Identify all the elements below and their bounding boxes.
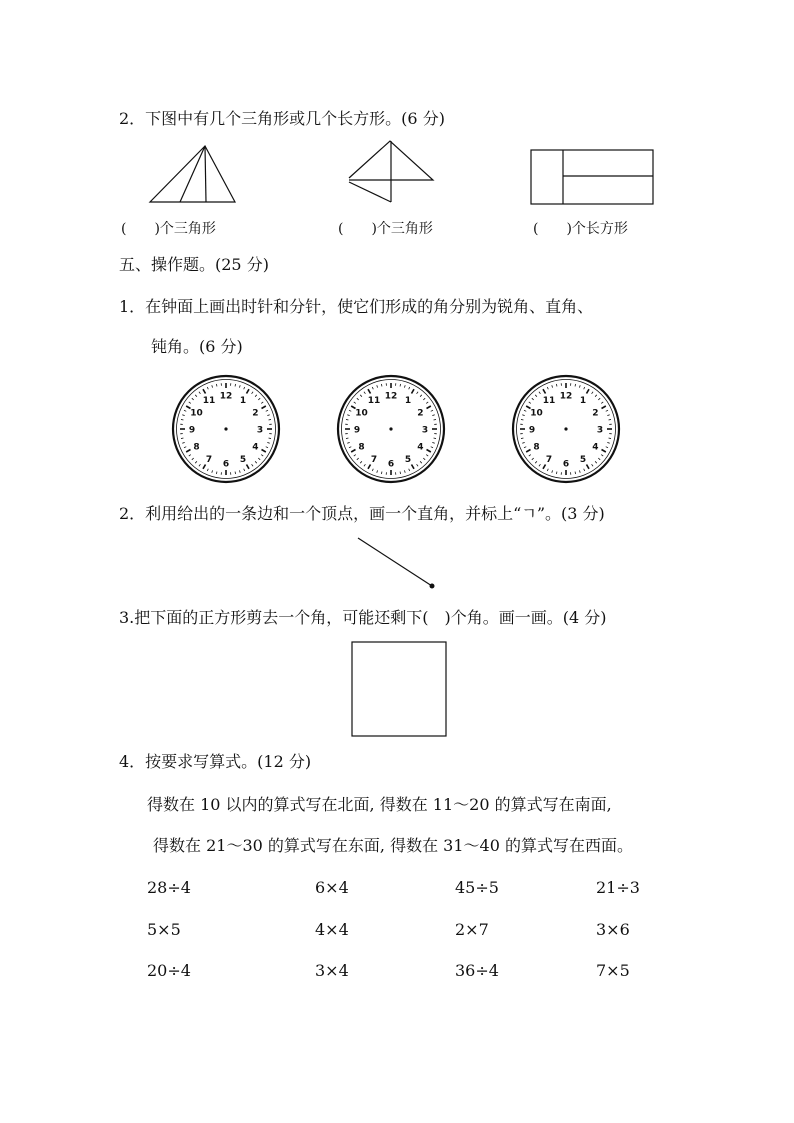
clock-tick <box>432 415 434 416</box>
clock-tick <box>592 392 593 394</box>
clock-tick <box>381 472 382 474</box>
clock-tick <box>349 447 351 448</box>
clock-tick <box>606 410 608 411</box>
clock-tick <box>216 472 217 474</box>
clock-tick <box>529 402 531 403</box>
clock-tick <box>579 385 580 387</box>
question-title: 1．在钟面上画出时针和分针，使它们形成的角分别为锐角、直角、 <box>119 297 594 316</box>
clock-tick <box>247 465 250 469</box>
square-figure <box>350 640 450 740</box>
question-title: 4．按要求写算式。(12 分) <box>119 752 312 771</box>
expression: 5×5 <box>147 920 181 939</box>
clock-face-1[interactable] <box>171 374 281 484</box>
clock-tick <box>522 442 524 443</box>
clock-tick <box>420 395 422 397</box>
triangle-figure-2 <box>349 141 433 202</box>
clock-number: 11 <box>542 396 556 407</box>
clock-tick <box>584 469 585 471</box>
clock-tick <box>532 458 534 460</box>
clock-tick <box>216 384 217 386</box>
clock-tick <box>262 450 266 453</box>
clock-tick <box>346 438 348 439</box>
clock-number: 12 <box>219 391 233 402</box>
clock-tick <box>182 415 184 416</box>
clock-tick <box>212 470 213 472</box>
clock-number: 2 <box>592 408 599 419</box>
clock-tick <box>404 470 405 472</box>
clock-tick <box>239 385 240 387</box>
clock-tick <box>607 442 609 443</box>
expression: 6×4 <box>315 878 349 897</box>
shapes-figure <box>0 0 794 240</box>
clock-tick <box>427 450 431 453</box>
clock-tick <box>244 387 245 389</box>
clock-tick <box>347 442 349 443</box>
clock-face-2[interactable] <box>336 374 446 484</box>
expression: 3×6 <box>596 920 630 939</box>
clock-tick <box>262 406 266 409</box>
clock-tick <box>522 415 524 416</box>
clock-tick <box>606 447 608 448</box>
clock-tick <box>181 438 183 439</box>
clock-number: 1 <box>579 396 587 407</box>
clock-number: 5 <box>579 454 587 465</box>
clock-tick <box>602 406 606 409</box>
clock-tick <box>607 415 609 416</box>
clock-tick <box>529 455 531 456</box>
clock-number: 4 <box>417 442 424 453</box>
clock-tick <box>182 442 184 443</box>
clock-number: 8 <box>193 442 200 453</box>
rectangle-figure <box>531 150 653 204</box>
clock-tick <box>412 389 415 393</box>
clock-number: 1 <box>239 396 247 407</box>
clock-tick <box>532 398 534 400</box>
clock-tick <box>184 410 186 411</box>
clock-center-dot <box>224 427 227 430</box>
clock-tick <box>347 415 349 416</box>
clock-tick <box>602 450 606 453</box>
clock-tick <box>252 464 253 466</box>
clock-tick <box>526 450 530 453</box>
clock-tick <box>261 455 263 456</box>
given-segment <box>350 530 450 600</box>
clock-tick <box>189 402 191 403</box>
expression: 45÷5 <box>455 878 499 897</box>
clock-tick <box>372 387 373 389</box>
clock-tick <box>547 469 548 471</box>
clock-tick <box>252 392 253 394</box>
answer-label-triangles-1: ( )个三角形 <box>121 221 216 237</box>
clock-tick <box>543 389 546 393</box>
clock-tick <box>400 384 401 386</box>
clock-tick <box>539 392 540 394</box>
clock-number: 3 <box>596 425 604 436</box>
clock-tick <box>423 398 425 400</box>
clock-tick <box>354 402 356 403</box>
clock-tick <box>186 450 190 453</box>
question-title: 3.把下面的正方形剪去一个角，可能还剩下( )个角。画一画。(4 分) <box>119 608 607 627</box>
clock-tick <box>524 410 526 411</box>
clock-tick <box>417 392 418 394</box>
clock-tick <box>592 464 593 466</box>
clock-number: 7 <box>370 454 378 465</box>
clock-tick <box>598 398 600 400</box>
clock-tick <box>360 461 362 463</box>
triangle-figure-1 <box>150 146 235 202</box>
clock-tick <box>364 392 365 394</box>
clock-number: 8 <box>533 442 540 453</box>
clock-tick <box>409 469 410 471</box>
clock-number: 8 <box>358 442 365 453</box>
vertex-point <box>430 584 435 589</box>
clock-number: 5 <box>404 454 412 465</box>
clock-tick <box>235 472 236 474</box>
clock-tick <box>584 387 585 389</box>
clock-tick <box>372 469 373 471</box>
question-title-continued: 钝角。(6 分) <box>151 337 243 356</box>
expression: 3×4 <box>315 961 349 980</box>
clock-tick <box>258 398 260 400</box>
clock-tick <box>601 455 603 456</box>
clock-tick <box>404 385 405 387</box>
clock-tick <box>431 410 433 411</box>
instruction-line-2: 得数在 21～30 的算式写在东面, 得数在 31～40 的算式写在西面。 <box>153 836 633 855</box>
clock-tick <box>539 464 540 466</box>
clock-tick <box>535 395 537 397</box>
clock-number: 6 <box>222 459 230 470</box>
clock-tick <box>181 419 183 420</box>
clock-tick <box>595 395 597 397</box>
clock-tick <box>409 387 410 389</box>
clock-tick <box>535 461 537 463</box>
clock-tick <box>269 419 271 420</box>
clock-tick <box>199 392 200 394</box>
clock-tick <box>426 402 428 403</box>
answer-label-triangles-2: ( )个三角形 <box>338 221 433 237</box>
question-title: 2．利用给出的一条边和一个顶点，画一个直角，并标上“ㄱ”。(3 分) <box>119 504 605 523</box>
clock-tick <box>377 470 378 472</box>
clock-tick <box>524 447 526 448</box>
clock-number: 6 <box>562 459 570 470</box>
clock-number: 6 <box>387 459 395 470</box>
clock-tick <box>575 384 576 386</box>
clock-tick <box>427 406 431 409</box>
expression: 7×5 <box>596 961 630 980</box>
clock-tick <box>595 461 597 463</box>
clock-tick <box>267 415 269 416</box>
clock-tick <box>195 461 197 463</box>
clock-tick <box>266 410 268 411</box>
clock-tick <box>269 438 271 439</box>
question-title: 2．下图中有几个三角形或几个长方形。(6 分) <box>119 109 445 128</box>
clock-tick <box>357 398 359 400</box>
clock-tick <box>417 464 418 466</box>
clock-tick <box>357 458 359 460</box>
clock-tick <box>267 442 269 443</box>
clock-tick <box>423 458 425 460</box>
clock-tick <box>207 469 208 471</box>
clock-tick <box>368 389 371 393</box>
expression: 2×7 <box>455 920 489 939</box>
clock-tick <box>354 455 356 456</box>
clock-tick <box>203 389 206 393</box>
clock-number: 10 <box>530 408 543 419</box>
clock-tick <box>521 438 523 439</box>
clock-tick <box>521 419 523 420</box>
clock-tick <box>552 470 553 472</box>
expression: 21÷3 <box>596 878 640 897</box>
clock-tick <box>346 419 348 420</box>
clock-tick <box>552 385 553 387</box>
clock-number: 2 <box>252 408 259 419</box>
clock-tick <box>192 398 194 400</box>
clock-tick <box>195 395 197 397</box>
clock-number: 3 <box>256 425 264 436</box>
clock-tick <box>255 395 257 397</box>
clock-tick <box>432 442 434 443</box>
clock-tick <box>266 447 268 448</box>
clock-tick <box>543 465 546 469</box>
clock-tick <box>601 402 603 403</box>
clock-tick <box>184 447 186 448</box>
clock-tick <box>247 389 250 393</box>
answer-label-rectangles: ( )个长方形 <box>533 221 628 237</box>
clock-tick <box>598 458 600 460</box>
clock-tick <box>609 438 611 439</box>
clock-tick <box>579 470 580 472</box>
clock-tick <box>426 455 428 456</box>
clock-tick <box>587 465 590 469</box>
clock-tick <box>199 464 200 466</box>
clock-tick <box>212 385 213 387</box>
instruction-line-1: 得数在 10 以内的算式写在北面, 得数在 11～20 的算式写在南面, <box>147 795 612 814</box>
clock-center-dot <box>389 427 392 430</box>
clock-number: 4 <box>252 442 259 453</box>
expression: 36÷4 <box>455 961 499 980</box>
clock-number: 7 <box>205 454 213 465</box>
clock-tick <box>261 402 263 403</box>
clock-tick <box>420 461 422 463</box>
clock-tick <box>368 465 371 469</box>
clock-tick <box>556 472 557 474</box>
clock-tick <box>575 472 576 474</box>
clock-tick <box>258 458 260 460</box>
clock-number: 3 <box>421 425 429 436</box>
clock-tick <box>556 384 557 386</box>
clock-tick <box>349 410 351 411</box>
clock-tick <box>377 385 378 387</box>
clock-tick <box>244 469 245 471</box>
clock-number: 1 <box>404 396 412 407</box>
clock-tick <box>431 447 433 448</box>
clock-tick <box>189 455 191 456</box>
clock-tick <box>434 419 436 420</box>
clock-number: 9 <box>188 425 196 436</box>
clock-number: 2 <box>417 408 424 419</box>
clock-number: 10 <box>190 408 203 419</box>
clock-tick <box>547 387 548 389</box>
clock-tick <box>255 461 257 463</box>
clock-face-3[interactable] <box>511 374 621 484</box>
clock-number: 12 <box>384 391 398 402</box>
clock-center-dot <box>564 427 567 430</box>
clock-number: 7 <box>545 454 553 465</box>
clock-number: 5 <box>239 454 247 465</box>
clock-tick <box>235 384 236 386</box>
expression: 20÷4 <box>147 961 191 980</box>
clock-tick <box>609 419 611 420</box>
clock-tick <box>434 438 436 439</box>
clock-tick <box>364 464 365 466</box>
clock-tick <box>400 472 401 474</box>
clock-number: 12 <box>559 391 573 402</box>
section-heading: 五、操作题。(25 分) <box>119 255 269 274</box>
clock-tick <box>207 387 208 389</box>
clock-number: 9 <box>528 425 536 436</box>
clock-number: 11 <box>202 396 216 407</box>
clock-number: 10 <box>355 408 368 419</box>
clock-number: 11 <box>367 396 381 407</box>
clock-tick <box>351 450 355 453</box>
clock-tick <box>381 384 382 386</box>
clock-number: 9 <box>353 425 361 436</box>
clock-tick <box>239 470 240 472</box>
clock-tick <box>587 389 590 393</box>
clock-tick <box>412 465 415 469</box>
expression: 4×4 <box>315 920 349 939</box>
expression: 28÷4 <box>147 878 191 897</box>
clock-tick <box>192 458 194 460</box>
clock-tick <box>360 395 362 397</box>
clock-number: 4 <box>592 442 599 453</box>
clock-tick <box>203 465 206 469</box>
